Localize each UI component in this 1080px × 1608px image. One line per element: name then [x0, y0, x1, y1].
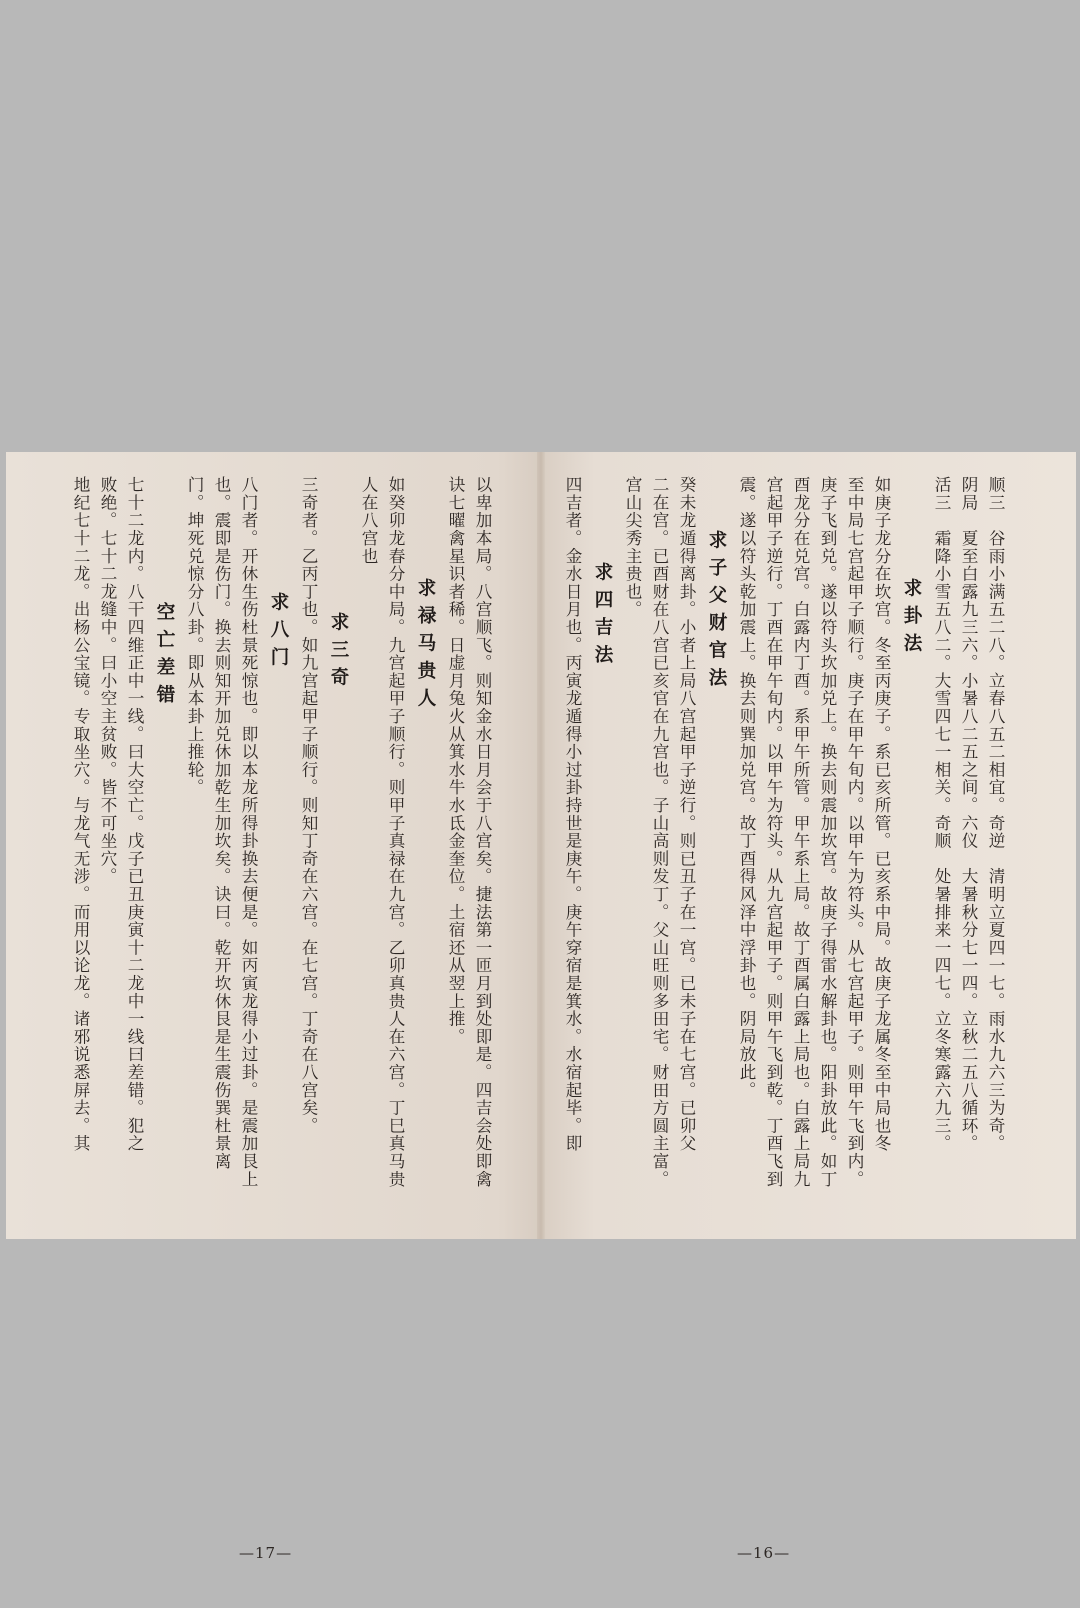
text-column: 人在八宫也 [359, 476, 378, 565]
section-heading: 求卦法 [901, 578, 922, 661]
text-column: 三奇者。乙丙丁也。如九宫起甲子顺行。则知丁奇在六宫。在七宫。丁奇在八宫矣。 [299, 476, 318, 1135]
section-heading: 求禄马贵人 [415, 578, 436, 716]
text-column: 阴局 夏至白露九三六。小暑八二五之间。六仪 大暑秋分七一四。立秋二五八循环。 [959, 476, 978, 1153]
text-column: 地纪七十二龙。出杨公宝镜。专取坐穴。与龙气无涉。而用以论龙。诸邪说悉屏去。其 [71, 476, 90, 1153]
text-column: 活三 霜降小雪五八二。大雪四七一相关。奇顺 处暑排来一四七。立冬寒露六九三。 [932, 476, 951, 1153]
text-column: 宫起甲子逆行。丁酉在甲午旬内。以甲午为符头。从九宫起甲子。则甲午飞到乾。丁酉飞到 [764, 476, 783, 1188]
text-column: 如癸卯龙春分中局。九宫起甲子顺行。则甲子真禄在九宫。乙卯真贵人在六宫。丁巳真马贵 [386, 476, 405, 1188]
text-column: 二在宫。已酉财在八宫已亥官在九宫也。子山高则发丁。父山旺则多田宅。财田方圆主富。 [650, 476, 669, 1188]
text-column: 七十二龙内。八干四维正中一线。曰大空亡。戊子已丑庚寅十二龙中一线曰差错。犯之 [125, 476, 144, 1153]
text-column: 门。坤死兑惊分八卦。即从本卦上推轮。 [185, 476, 204, 797]
text-column: 如庚子龙分在坎宫。冬至丙庚子。系已亥所管。已亥系中局。故庚子龙属冬至中局也冬 [872, 476, 891, 1153]
section-heading: 空亡差错 [154, 602, 175, 712]
text-column: 四吉者。金水日月也。丙寅龙遁得小过卦持世是庚午。庚午穿宿是箕水。水宿起毕。即 [563, 476, 582, 1153]
text-column: 庚子飞到兑。遂以符头坎加兑上。换去则震加坎宫。故庚子得雷水解卦也。阳卦放此。如丁 [818, 476, 837, 1188]
section-heading: 求八门 [268, 592, 289, 675]
text-column: 酉龙分在兑宫。白露内丁酉。系甲午所管。甲午系上局。故丁酉属白露上局也。白露上局九 [791, 476, 810, 1188]
book-spread [6, 452, 1076, 1562]
text-column: 也。震即是伤门。换去则知开加兑休加乾生加坎矣。诀曰。乾开坎休艮是生震伤巽杜景离 [212, 476, 231, 1171]
text-column: 败绝。七十二龙缝中。曰小空主贫败。皆不可坐穴。 [98, 476, 117, 886]
section-heading: 求三奇 [328, 612, 349, 695]
text-column: 癸未龙遁得离卦。小者上局八宫起甲子逆行。则已丑子在一宫。已未子在七宫。已卯父 [677, 476, 696, 1153]
page-number: —16— [737, 1544, 791, 1562]
page-number: —17— [239, 1544, 293, 1562]
text-column: 宫山尖秀主贵也。 [623, 476, 642, 619]
section-heading: 求四吉法 [592, 562, 613, 672]
text-column: 顺三 谷雨小满五二八。立春八五二相宜。奇逆 清明立夏四一七。雨水九六三为奇。 [986, 476, 1005, 1153]
book-gutter [537, 452, 545, 1239]
text-column: 八门者。开休生伤杜景死惊也。即以本龙所得卦换去便是。如丙寅龙得小过卦。是震加艮上 [239, 476, 258, 1188]
section-heading: 求子父财官法 [706, 530, 727, 695]
text-column: 震。遂以符头乾加震上。换去则巽加兑宫。故丁酉得风泽中浮卦也。阴局放此。 [737, 476, 756, 1099]
text-column: 诀七曜禽星识者稀。日虚月兔火从箕水牛水氐金奎位。土宿还从翌上推。 [446, 476, 465, 1046]
text-column: 至中局七宫起甲子顺行。庚子在甲午旬内。以甲午为符头。从七宫起甲子。则甲午飞到内。 [845, 476, 864, 1188]
text-column: 以卑加本局。八宫顺飞。则知金水日月会于八宫矣。捷法第一匝月到处即是。四吉会处即禽 [473, 476, 492, 1188]
